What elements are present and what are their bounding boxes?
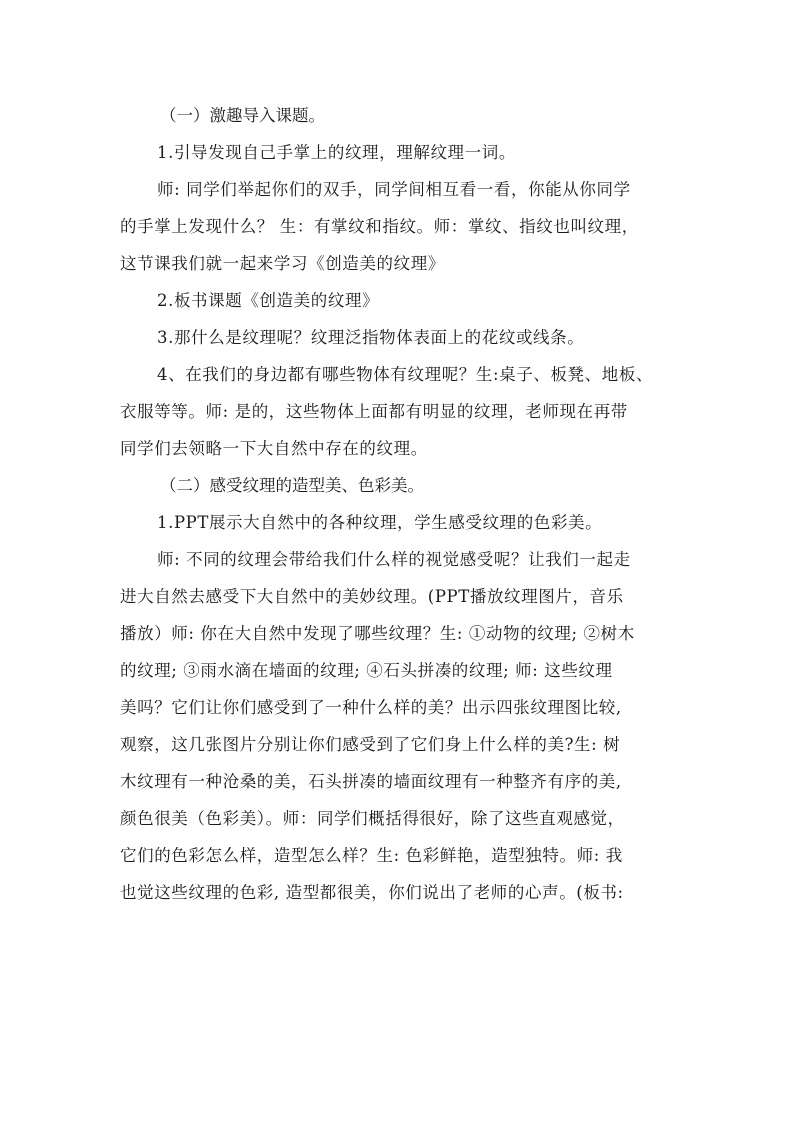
paragraph — [120, 319, 676, 356]
paragraph — [120, 541, 676, 911]
paragraph — [120, 356, 676, 467]
text-line: 1.PPT展示大自然中的各种纹理，学生感受纹理的色彩美。 — [157, 513, 603, 532]
section-1-heading: （一）激趣导入课题。 — [160, 106, 325, 125]
paragraph — [120, 134, 676, 171]
text-line: 播放）师: 你在大自然中发现了哪些纹理？生: ①动物的纹理; ②树木 — [120, 624, 635, 643]
text-line: 衣服等等。师: 是的，这些物体上面都有明显的纹理，老师现在再带 — [120, 402, 628, 421]
paragraph — [120, 171, 676, 282]
text-line: 进大自然去感受下大自然中的美妙纹理。(PPT播放纹理图片，音乐 — [120, 587, 624, 606]
text-line: 颜色很美（色彩美）。师：同学们概括得很好，除了这些直观感觉， — [120, 809, 625, 828]
text-line: 师: 同学们举起你们的双手，同学间相互看一看，你能从你同学 — [157, 180, 631, 199]
text-line: 这节课我们就一起来学习《创造美的纹理》 — [120, 254, 445, 273]
text-line: 1.引导发现自己手掌上的纹理，理解纹理一词。 — [157, 143, 516, 162]
paragraph — [120, 282, 676, 319]
text-line: 的手掌上发现什么？ 生：有掌纹和指纹。师：掌纹、指纹也叫纹理， — [120, 217, 639, 236]
text-line: 美吗？它们让你们感受到了一种什么样的美？出示四张纹理图比较, — [120, 698, 622, 717]
paragraph — [120, 504, 676, 541]
text-line: 2.板书课题《创造美的纹理》 — [157, 291, 380, 310]
text-line: 师: 不同的纹理会带给我们什么样的视觉感受呢？让我们一起走 — [157, 550, 631, 569]
text-line: 同学们去领略一下大自然中存在的纹理。 — [120, 439, 428, 458]
document-body — [120, 97, 676, 911]
text-line: 观察，这几张图片分别让你们感受到了它们身上什么样的美?生: 树 — [120, 735, 621, 754]
text-line: 它们的色彩怎么样，造型怎么样？生: 色彩鲜艳，造型独特。师: 我 — [120, 846, 623, 865]
text-line: 也觉这些纹理的色彩, 造型都很美，你们说出了老师的心声。(板书: — [120, 883, 624, 902]
section-2-heading: （二）感受纹理的造型美、色彩美。 — [160, 476, 424, 495]
text-line: 木纹理有一种沧桑的美，石头拼凑的墙面纹理有一种整齐有序的美, — [120, 772, 622, 791]
text-line: 4、在我们的身边都有哪些物体有纹理呢？生:桌子、板凳、地板、 — [157, 365, 654, 384]
text-line: 3.那什么是纹理呢？纹理泛指物体表面上的花纹或线条。 — [157, 328, 585, 347]
text-line: 的纹理; ③雨水滴在墙面的纹理; ④石头拼凑的纹理; 师: 这些纹理 — [120, 661, 613, 680]
